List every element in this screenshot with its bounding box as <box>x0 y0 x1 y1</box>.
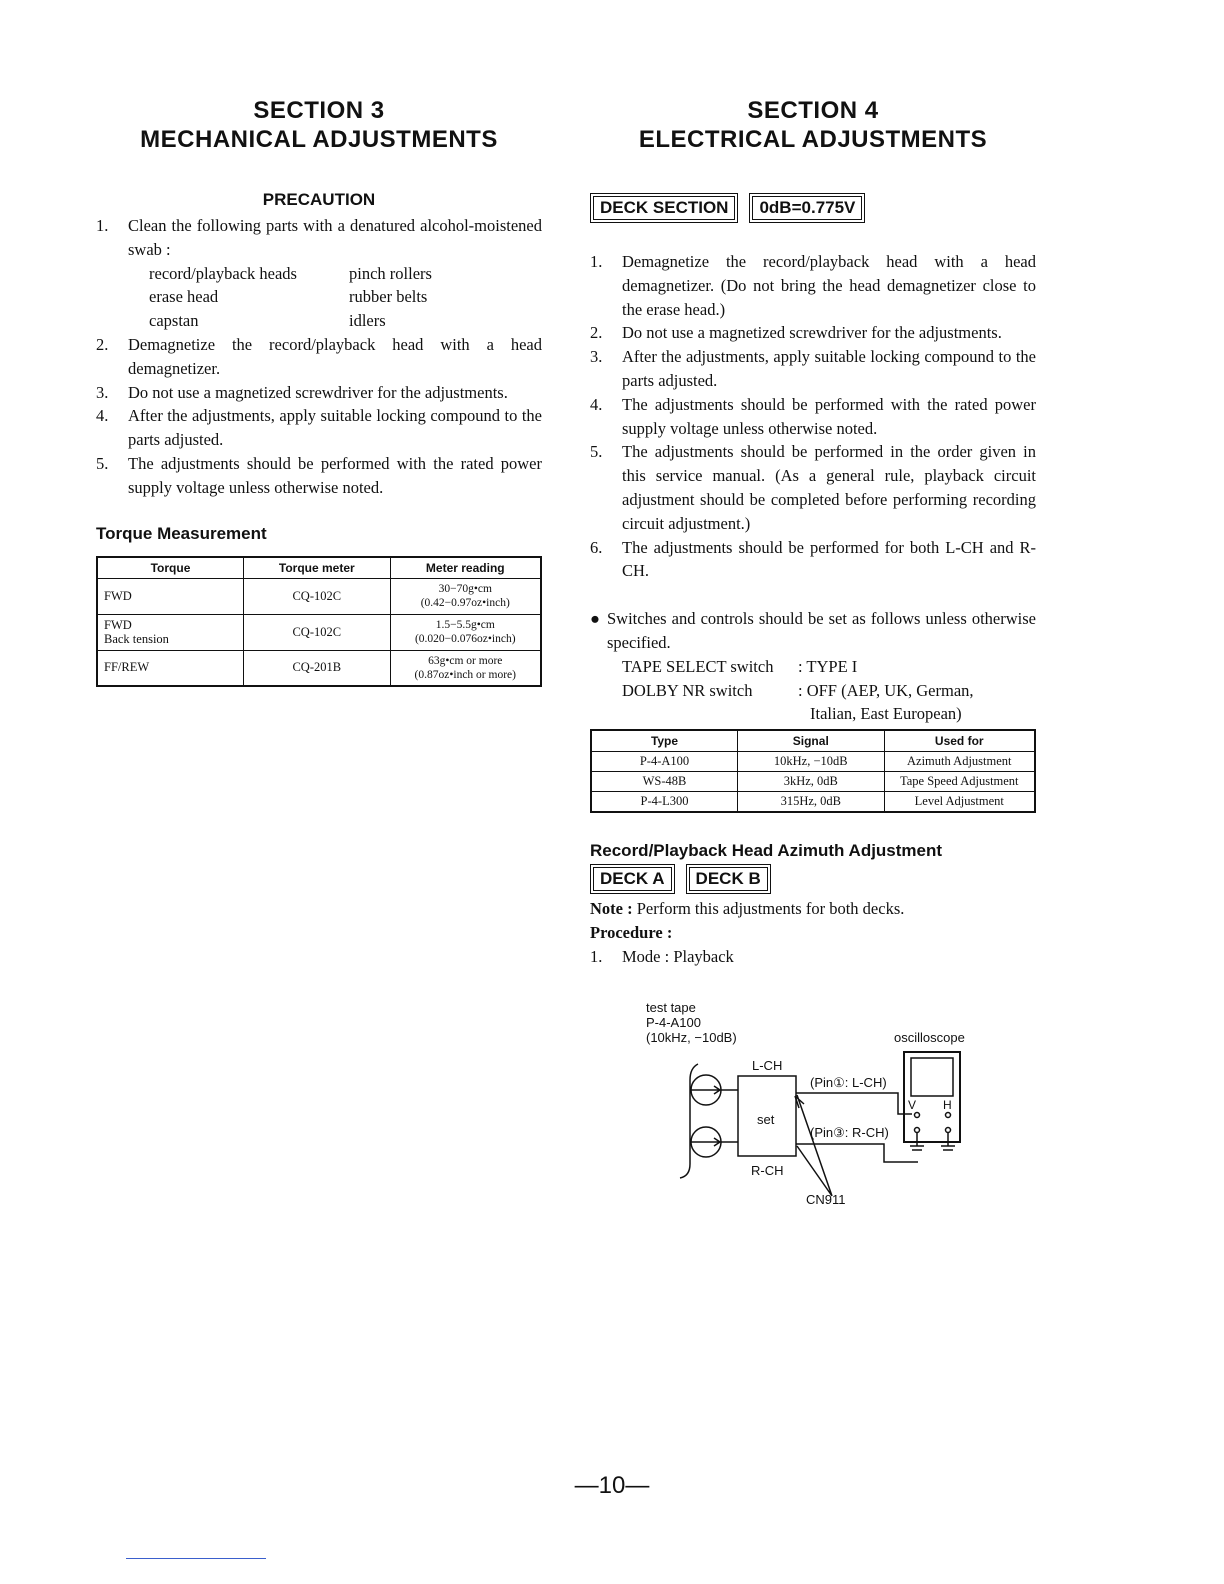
arrow-icon <box>691 1086 720 1094</box>
part-item: record/playback heads <box>149 263 297 283</box>
item-text: Demagnetize the record/playback head with a head demagnetizer. <box>128 334 542 378</box>
torque-cell <box>97 614 244 650</box>
cell-text: FWD <box>104 618 132 633</box>
oscilloscope-body <box>904 1052 960 1142</box>
azimuth-connection-diagram <box>640 998 980 1208</box>
terminal-icon <box>915 1113 920 1118</box>
used-for-cell: Tape Speed Adjustment <box>884 772 1035 792</box>
cell-text: FF/REW <box>104 660 150 675</box>
cell-text: (0.42−0.97oz•inch) <box>420 597 510 610</box>
list-item <box>590 321 1036 345</box>
item-text: The adjustments should be performed with the rated power supply voltage unless otherwise noted. <box>128 453 542 497</box>
part-item: erase head <box>149 287 219 307</box>
torque-table <box>96 556 542 688</box>
type-cell: P-4-L300 <box>591 792 738 813</box>
table-row <box>591 752 1035 772</box>
item-number: 4. <box>590 394 603 414</box>
table-header: Used for <box>884 730 1035 752</box>
part-item: pinch rollers <box>349 263 432 283</box>
item-number: 4. <box>96 406 109 426</box>
cell-text: 1.5−5.5g•cm <box>435 619 495 632</box>
arrow-icon <box>691 1138 720 1146</box>
table-row <box>97 650 541 686</box>
item-text: The adjustments should be performed for both L-CH and R-CH. <box>622 537 1036 581</box>
meter-cell: CQ-102C <box>244 614 391 650</box>
cell-text: 30−70g•cm <box>438 583 492 596</box>
part-item: rubber belts <box>349 287 428 307</box>
head-lead <box>721 1090 738 1142</box>
item-number: 3. <box>96 382 109 402</box>
tape-path <box>680 1064 698 1178</box>
item-number: 1. <box>590 252 603 271</box>
list-item <box>96 381 542 405</box>
pointer-lines <box>797 1095 832 1196</box>
test-tape-label-1: test tape <box>646 1000 696 1015</box>
azimuth-heading: Record/Playback Head Azimuth Adjustment <box>590 841 943 861</box>
item-number: 6. <box>590 537 603 557</box>
list-item <box>590 440 1036 535</box>
section-3-subtitle: MECHANICAL ADJUSTMENTS <box>140 126 498 153</box>
note-text: Perform this adjustments for both decks. <box>636 899 905 919</box>
terminal-icon <box>946 1113 951 1118</box>
used-for-cell: Azimuth Adjustment <box>884 752 1035 772</box>
section-4-title: SECTION 4 <box>747 97 879 124</box>
dolby-label: DOLBY NR switch <box>622 680 753 700</box>
terminal-icon <box>946 1128 951 1133</box>
item-number: 5. <box>590 442 603 462</box>
reading-cell <box>390 650 541 686</box>
item-text: Do not use a magnetized screwdriver for the adjustments. <box>128 382 508 402</box>
oscilloscope-label: oscilloscope <box>894 1030 965 1045</box>
signal-cell: 10kHz, −10dB <box>738 752 885 772</box>
h-input-label: H <box>943 1098 952 1112</box>
bullet-icon: ● <box>590 609 600 629</box>
item-text: Do not use a magnetized screwdriver for the adjustments. <box>622 323 1002 343</box>
type-cell: WS-48B <box>591 772 738 792</box>
pin1-label: (Pin①: L-CH) <box>810 1075 887 1090</box>
table-header: Signal <box>738 730 885 752</box>
table-header: Type <box>591 730 738 752</box>
table-header: Torque <box>97 557 244 579</box>
footer-rule <box>126 1558 266 1559</box>
right-column <box>590 190 1036 969</box>
electrical-precaution-list <box>590 250 1036 583</box>
cell-text: Back tension <box>104 632 169 647</box>
left-column <box>96 190 542 687</box>
page-number: —10— <box>574 1472 650 1499</box>
switches-note <box>590 607 1036 655</box>
tape-select-setting <box>622 655 1036 679</box>
deck-labels <box>590 867 1036 891</box>
dolby-value-cont: Italian, East European) <box>810 704 962 724</box>
list-item <box>590 536 1036 584</box>
signal-cell: 3kHz, 0dB <box>738 772 885 792</box>
list-item <box>590 345 1036 393</box>
pin3-label: (Pin③: R-CH) <box>810 1125 889 1140</box>
dolby-value: : OFF (AEP, UK, German, <box>798 680 974 700</box>
tape-select-label: TAPE SELECT switch <box>622 656 774 676</box>
lch-wire <box>796 1093 912 1114</box>
tape-select-value: : TYPE I <box>798 656 858 676</box>
procedure-step <box>590 945 1036 969</box>
type-cell: P-4-A100 <box>591 752 738 772</box>
precaution-heading: PRECAUTION <box>262 190 376 209</box>
section-4-subtitle: ELECTRICAL ADJUSTMENTS <box>638 126 988 153</box>
cell-text: 63g•cm or more <box>428 654 503 667</box>
table-header-row <box>591 730 1035 752</box>
step-number: 1. <box>590 946 603 966</box>
deck-a-label: DECK A <box>593 867 672 891</box>
section-4-heading <box>590 96 1036 154</box>
precaution-list <box>96 214 542 262</box>
test-tape-table <box>590 729 1036 813</box>
table-header: Torque meter <box>244 557 391 579</box>
cell-text: FWD <box>104 588 132 603</box>
step-text: Mode : Playback <box>622 946 734 966</box>
part-item: idlers <box>349 311 386 331</box>
table-row <box>591 772 1035 792</box>
table-row <box>591 792 1035 813</box>
used-for-cell: Level Adjustment <box>884 792 1035 813</box>
deck-section-labels <box>590 196 1036 220</box>
torque-cell <box>97 578 244 614</box>
deck-b-label: DECK B <box>689 867 768 891</box>
item-number: 3. <box>590 347 603 367</box>
lch-label: L-CH <box>752 1058 783 1073</box>
list-item <box>96 452 542 500</box>
procedure-label-text: Procedure : <box>590 922 673 942</box>
reading-cell <box>390 614 541 650</box>
item-text: The adjustments should be performed in the order given in this service manual. (As a general rule, playback circuit adjustment should be completed before performing recording circuit adjustment.) <box>622 442 1036 533</box>
signal-cell: 315Hz, 0dB <box>738 792 885 813</box>
part-item: capstan <box>149 311 199 331</box>
cell-text: (0.020−0.076oz•inch) <box>414 633 516 646</box>
torque-heading: Torque Measurement <box>96 523 267 543</box>
meter-cell: CQ-102C <box>244 578 391 614</box>
switches-intro: Switches and controls should be set as follows unless otherwise specified. <box>607 609 1036 652</box>
note-label: Note : <box>590 899 633 919</box>
connector-label: CN911 <box>806 1192 846 1207</box>
azimuth-note <box>590 897 1036 921</box>
item-number: 2. <box>96 334 109 354</box>
item-number: 2. <box>590 323 603 343</box>
reference-level-label: 0dB=0.775V <box>752 196 862 220</box>
torque-cell <box>97 650 244 686</box>
deck-section-label: DECK SECTION <box>593 196 735 220</box>
set-label: set <box>757 1112 775 1127</box>
terminal-icon <box>915 1128 920 1133</box>
test-tape-label-3: (10kHz, −10dB) <box>646 1030 737 1045</box>
list-item <box>96 404 542 452</box>
item-text: Demagnetize the record/playback head with a head demagnetizer. (Do not bring the head demagnetizer close to the erase head.) <box>622 252 1036 319</box>
list-item <box>96 333 542 381</box>
v-input-label: V <box>908 1098 917 1112</box>
dolby-setting <box>622 679 1036 703</box>
item-text: The adjustments should be performed with the rated power supply voltage unless otherwise noted. <box>622 394 1036 438</box>
parts-list <box>96 262 542 333</box>
procedure-label <box>590 921 1036 945</box>
table-header: Meter reading <box>390 557 541 579</box>
rch-label: R-CH <box>751 1163 784 1178</box>
oscilloscope-screen <box>911 1058 953 1096</box>
meter-cell: CQ-201B <box>244 650 391 686</box>
list-item <box>590 250 1036 321</box>
switch-settings <box>590 655 1036 726</box>
reading-cell <box>390 578 541 614</box>
item-number: 1. <box>96 216 109 235</box>
item-text: Clean the following parts with a denatured alcohol-moistened swab : <box>128 216 542 259</box>
section-3-heading <box>96 96 542 154</box>
precaution-list-cont <box>96 333 542 500</box>
test-tape-label-2: P-4-A100 <box>646 1015 701 1030</box>
section-3-title: SECTION 3 <box>253 97 385 124</box>
table-row <box>97 614 541 650</box>
cell-text: (0.87oz•inch or more) <box>414 668 516 681</box>
item-text: After the adjustments, apply suitable locking compound to the parts adjusted. <box>128 406 542 450</box>
list-item <box>590 393 1036 441</box>
list-item <box>96 214 542 262</box>
table-row <box>97 578 541 614</box>
table-header-row <box>97 557 541 579</box>
item-text: After the adjustments, apply suitable locking compound to the parts adjusted. <box>622 347 1036 390</box>
item-number: 5. <box>96 453 109 473</box>
